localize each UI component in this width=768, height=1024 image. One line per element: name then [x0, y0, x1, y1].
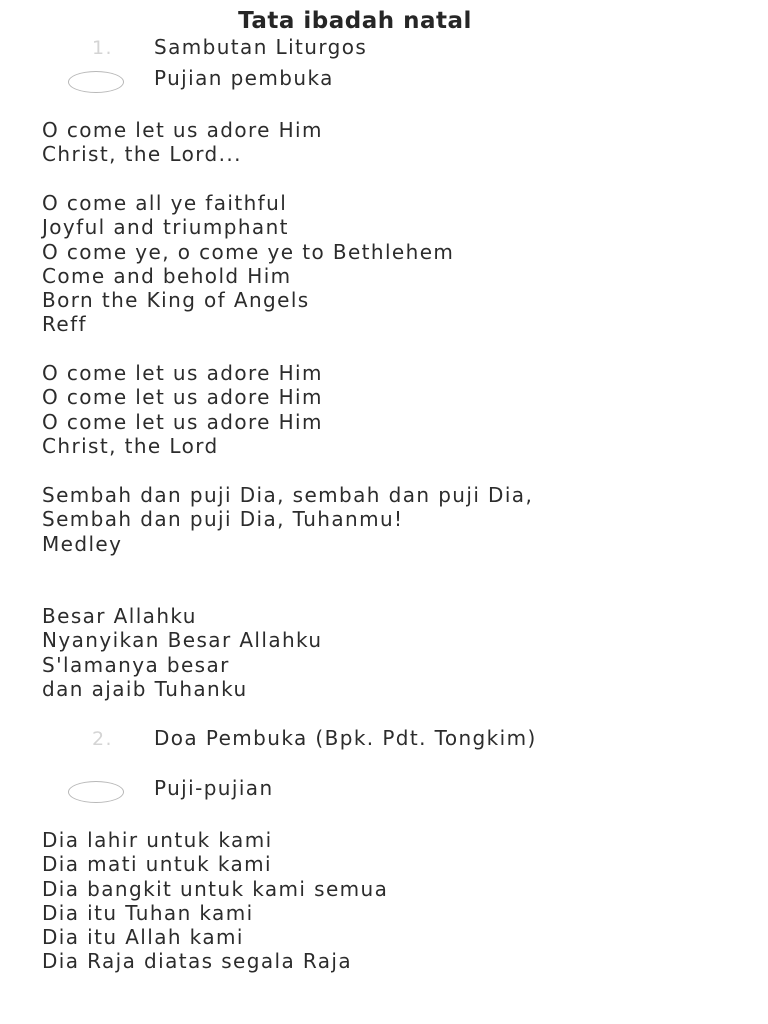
- lyric-line: Christ, the Lord...: [42, 142, 242, 167]
- document-title: Tata ibadah natal: [238, 8, 472, 34]
- lyric-line: O come let us adore Him: [42, 409, 323, 434]
- lyric-line: Dia itu Tuhan kami: [42, 900, 254, 925]
- section-2-radio[interactable]: [68, 781, 124, 803]
- lyric-line: S'lamanya besar: [42, 652, 230, 677]
- section-1-heading: Sambutan Liturgos: [154, 35, 368, 59]
- lyric-line: dan ajaib Tuhanku: [42, 676, 248, 701]
- lyric-line: Sembah dan puji Dia, sembah dan puji Dia,: [42, 483, 534, 507]
- lyric-line: Sembah dan puji Dia, Tuhanmu!: [42, 507, 404, 532]
- section-2-sub-label: Puji-pujian: [154, 776, 274, 800]
- lyric-line: Dia Raja diatas segala Raja: [42, 949, 353, 974]
- lyric-line: O come let us adore Him: [42, 385, 323, 410]
- lyric-line: Dia mati untuk kami: [42, 852, 272, 877]
- stanza-5: [42, 604, 732, 701]
- section-2-number: 2.: [92, 728, 113, 750]
- lyric-line: Born the King of Angels: [42, 288, 310, 313]
- lyric-line: Joyful and triumphant: [42, 215, 289, 240]
- lyric-line: O come ye, o come ye to Bethlehem: [42, 239, 455, 264]
- stanza-4: [42, 483, 732, 556]
- lyric-line: Christ, the Lord: [42, 433, 219, 458]
- stanza-2: [42, 191, 732, 337]
- stanza-6: [42, 828, 732, 974]
- lyric-line: Reff: [42, 312, 87, 337]
- section-1-radio[interactable]: [68, 71, 124, 93]
- stanza-3: [42, 361, 732, 458]
- section-2-heading: Doa Pembuka (Bpk. Pdt. Tongkim): [154, 726, 537, 750]
- lyric-line: Medley: [42, 531, 123, 556]
- lyric-line: O come let us adore Him: [42, 118, 323, 142]
- section-1-sub-label: Pujian pembuka: [154, 66, 334, 90]
- lyric-line: Nyanyikan Besar Allahku: [42, 628, 323, 653]
- lyric-line: Besar Allahku: [42, 604, 197, 628]
- lyric-line: Dia itu Allah kami: [42, 925, 244, 950]
- lyric-line: O come let us adore Him: [42, 361, 323, 385]
- stanza-1: [42, 118, 732, 167]
- lyric-line: Come and behold Him: [42, 263, 292, 288]
- lyric-line: Dia bangkit untuk kami semua: [42, 876, 389, 901]
- lyric-line: Dia lahir untuk kami: [42, 828, 273, 852]
- section-1-number: 1.: [92, 37, 113, 59]
- lyric-line: O come all ye faithful: [42, 191, 288, 215]
